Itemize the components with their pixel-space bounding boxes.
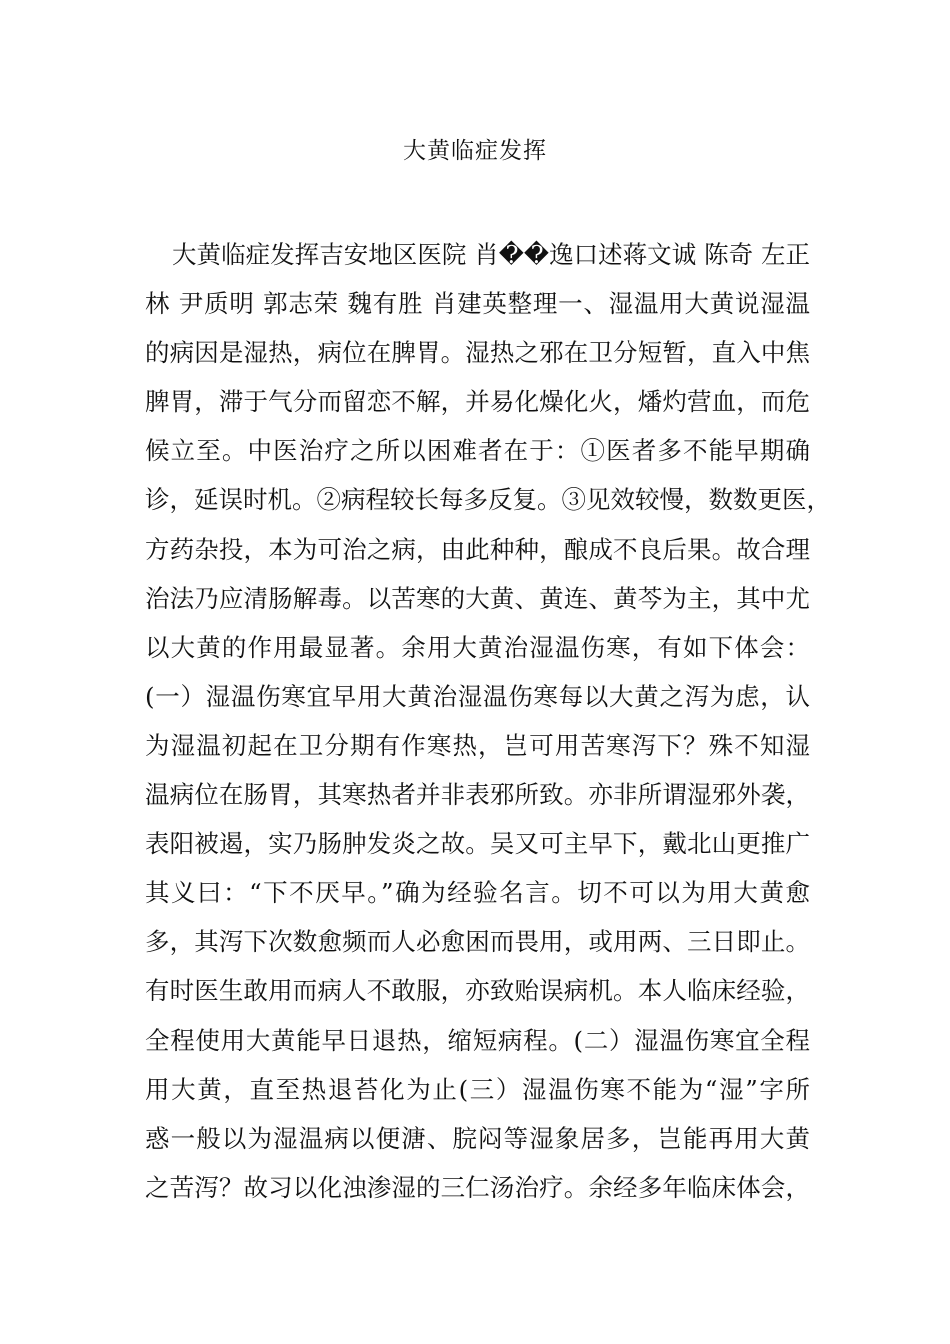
body-line: 惑一般以为湿温病以便溏、脘闷等湿象居多，岂能再用大黄 [145,1123,810,1153]
body-line: 其义曰：“下不厌早。”确为经验名言。切不可以为用大黄愈 [145,878,810,908]
body-line: (一）湿温伤寒宜早用大黄治湿温伤寒每以大黄之泻为虑，认 [145,681,810,711]
body-line: 诊，延误时机。②病程较长每多反复。③见效较慢，数数更医， [145,485,831,515]
document-body [145,230,831,1212]
body-line: 治法乃应清肠解毒。以苦寒的大黄、黄连、黄芩为主，其中尤 [145,583,810,613]
document-title: 大黄临症发挥 [403,138,547,164]
body-line: 温病位在肠胃，其寒热者并非表邪所致。亦非所谓湿邪外袭， [145,780,810,810]
body-line: 方药杂投，本为可治之病，由此种种，酿成不良后果。故合理 [145,534,810,564]
body-line: 用大黄，直至热退苔化为止(三）湿温伤寒不能为“湿”字所 [145,1074,810,1104]
body-line: 多，其泻下次数愈频而人必愈困而畏用，或用两、三日即止。 [145,927,810,957]
body-line: 的病因是湿热，病位在脾胃。湿热之邪在卫分短暂，直入中焦 [145,338,810,368]
body-line: 林 尹质明 郭志荣 魏有胜 肖建英整理一、湿温用大黄说湿温 [145,289,810,319]
body-line: 大黄临症发挥吉安地区医院 肖��逸口述蒋文诚 陈奇 左正 [172,240,810,269]
body-line: 之苦泻？故习以化浊渗湿的三仁汤治疗。余经多年临床体会， [145,1172,810,1202]
body-line: 为湿温初起在卫分期有作寒热，岂可用苦寒泻下？殊不知湿 [145,730,810,760]
body-line: 候立至。中医治疗之所以困难者在于：①医者多不能早期确 [145,436,810,466]
body-line: 全程使用大黄能早日退热，缩短病程。(二）湿温伤寒宜全程 [145,1025,810,1055]
body-line: 有时医生敢用而病人不敢服，亦致贻误病机。本人临床经验， [145,976,810,1006]
body-line: 表阳被遏，实乃肠肿发炎之故。吴又可主早下，戴北山更推广 [145,829,810,859]
body-line: 脾胃，滞于气分而留恋不解，并易化燥化火，燔灼营血，而危 [145,387,810,417]
body-line: 以大黄的作用最显著。余用大黄治湿温伤寒，有如下体会： [145,632,810,662]
